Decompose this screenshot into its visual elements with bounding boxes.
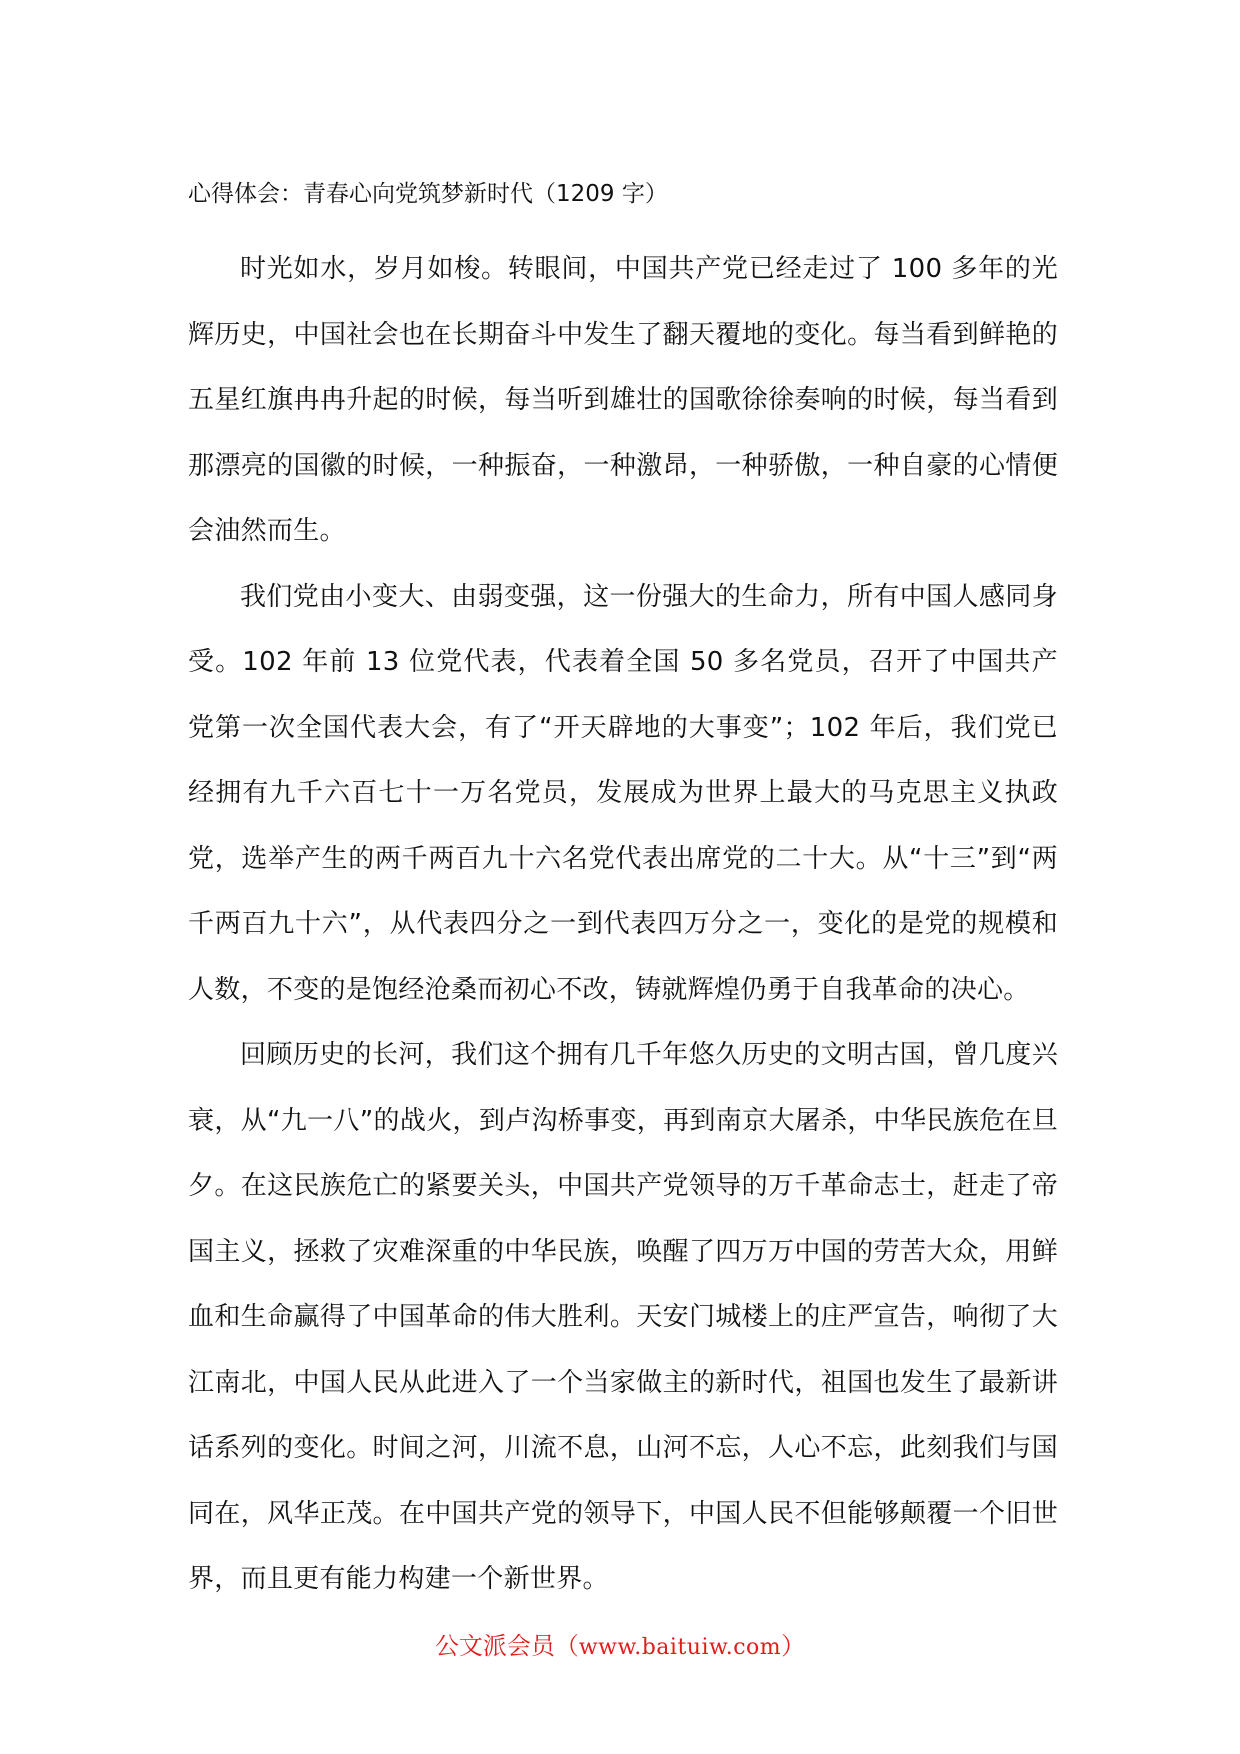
paragraph-2: 我们党由小变大、由弱变强，这一份强大的生命力，所有中国人感同身受。102 年前 13 位党代表，代表着全国 50 多名党员，召开了中国共产党第一次全国代表大会，有了“开天辟地的大事变”；102 年后，我们党已经拥有九千六百七十一万名党员，发展成为世界上最大的马克思主义执政党，选举产生的两千两百九十六名党代表出席党的二十大。从“十三”到“两千两百九十六”，从代表四分之一到代表四万分之一，变化的是党的规模和人数，不变的是饱经沧桑而初心不改，铸就辉煌仍勇于自我革命的决心。: [188, 581, 1058, 1005]
footer-close-paren: ）: [781, 1632, 806, 1660]
document-body: [188, 237, 1058, 1613]
footer-url-link[interactable]: www.baituiw.com: [578, 1635, 782, 1660]
document-title: 心得体会：青春心向党筑梦新时代（1209 字）: [188, 181, 668, 207]
footer-label: 公文派会员（: [434, 1632, 579, 1660]
paragraph-1: 时光如水，岁月如梭。转眼间，中国共产党已经走过了 100 多年的光辉历史，中国社会也在长期奋斗中发生了翻天覆地的变化。每当看到鲜艳的五星红旗冉冉升起的时候，每当听到雄壮的国歌徐徐奏响的时候，每当看到那漂亮的国徽的时候，一种振奋，一种激昂，一种骄傲，一种自豪的心情便会油然而生。: [188, 254, 1058, 546]
paragraph-3: 回顾历史的长河，我们这个拥有几千年悠久历史的文明古国，曾几度兴衰，从“九一八”的战火，到卢沟桥事变，再到南京大屠杀，中华民族危在旦夕。在这民族危亡的紧要关头，中国共产党领导的万千革命志士，赶走了帝国主义，拯救了灾难深重的中华民族，唤醒了四万万中国的劳苦大众，用鲜血和生命赢得了中国革命的伟大胜利。天安门城楼上的庄严宣告，响彻了大江南北，中国人民从此进入了一个当家做主的新时代，祖国也发生了最新讲话系列的变化。时间之河，川流不息，山河不忘，人心不忘，此刻我们与国同在，风华正茂。在中国共产党的领导下，中国人民不但能够颠覆一个旧世界，而且更有能力构建一个新世界。: [188, 1040, 1058, 1594]
footer-watermark: [0, 1628, 1240, 1666]
